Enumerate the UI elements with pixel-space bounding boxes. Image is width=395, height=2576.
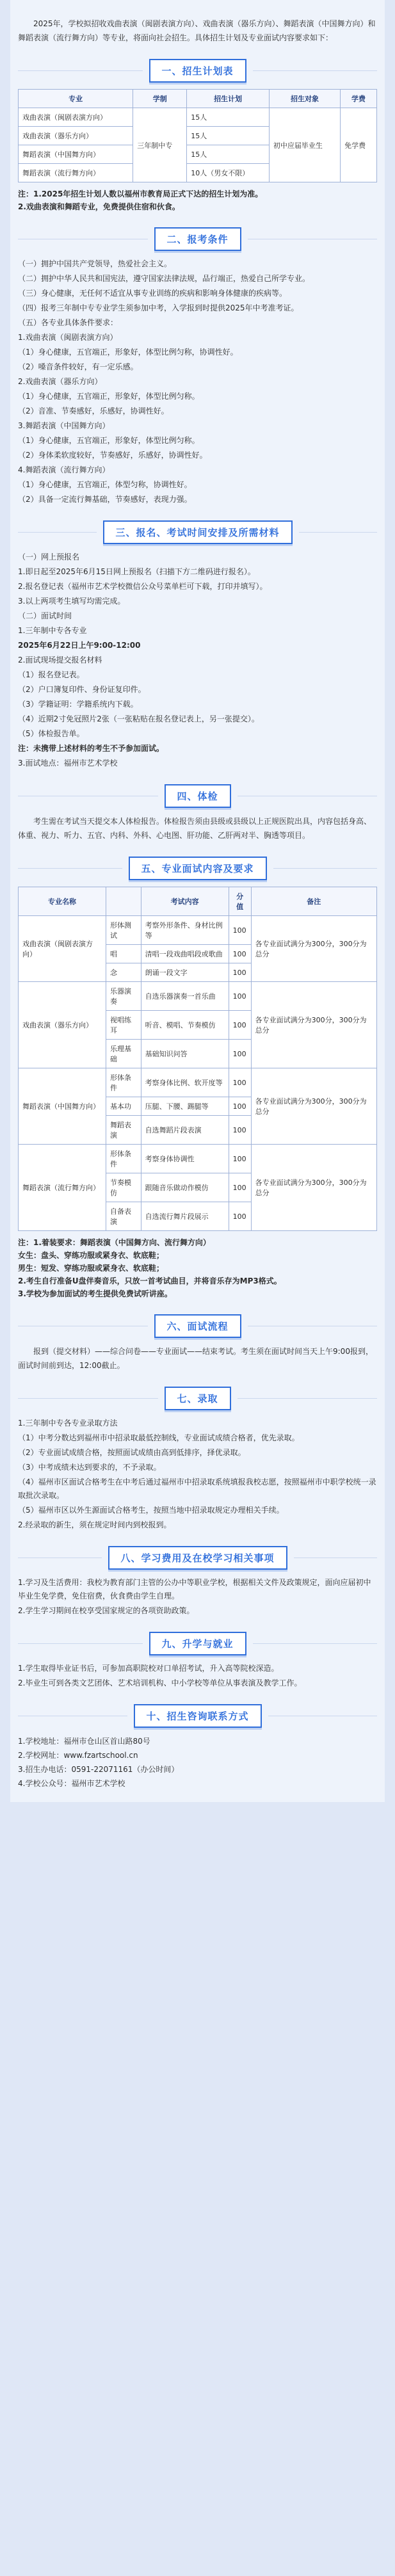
interview-score: 100: [229, 982, 251, 1011]
section-title-1: 一、招生计划表: [149, 59, 246, 83]
interview-item: 形体条件: [106, 1068, 141, 1097]
registration-item: 2025年6月22日上午9:00-12:00: [18, 641, 141, 650]
condition-item: （2）具备一定流行舞基础，节奏感好，表现力强。: [18, 495, 192, 504]
interview-content: 听音、模唱、节奏模仿: [141, 1011, 229, 1040]
section-divider-left: [18, 532, 97, 533]
interview-content: 自选乐器演奏一首乐曲: [141, 982, 229, 1011]
interview-content: 跟随音乐做动作模仿: [141, 1173, 229, 1202]
career-list: [18, 1662, 377, 1690]
plan-cell-major: 舞蹈表演（流行舞方向）: [19, 164, 133, 182]
interview-content: 自选流行舞片段展示: [141, 1202, 229, 1231]
conditions-list: [18, 257, 377, 506]
interview-row: [19, 1068, 377, 1097]
interview-header-content: 考试内容: [141, 887, 229, 916]
section-heading-10: [18, 1704, 377, 1728]
interview-remark: 各专业面试满分为300分，300分为总分: [251, 1145, 376, 1231]
interview-major: 戏曲表演（器乐方向）: [19, 982, 106, 1068]
interview-item: 形体测试: [106, 916, 141, 945]
interview-remark: 各专业面试满分为300分，300分为总分: [251, 916, 376, 982]
interview-item: 节奏模仿: [106, 1173, 141, 1202]
plan-cell-target: 初中应届毕业生: [269, 108, 340, 182]
condition-item: 3.舞蹈表演（中国舞方向）: [18, 421, 110, 430]
plan-table: [18, 89, 377, 182]
condition-item: （一）拥护中国共产党领导，热爱社会主义。: [18, 259, 172, 268]
condition-item: （1）身心健康，五官端正，形象好，体型比例匀称。: [18, 392, 200, 401]
interview-header-blank: [106, 887, 141, 916]
condition-item: 4.舞蹈表演（流行舞方向）: [18, 465, 110, 474]
section-divider-right: [299, 532, 378, 533]
paper: [10, 0, 385, 1802]
registration-item: 3.面试地点：福州市艺术学校: [18, 759, 118, 768]
admission-item: （2）专业面试成绩合格，按照面试成绩由高到低排序，择优录取。: [18, 1448, 246, 1457]
section-divider-right: [238, 1398, 378, 1399]
interview-table: [18, 887, 377, 1231]
plan-note: 注：1.2025年招生计划人数以福州市教育局正式下达的招生计划为准。: [18, 189, 263, 198]
plan-notes: [18, 188, 377, 213]
interview-content: 朗诵一段文字: [141, 963, 229, 982]
interview-remark: 各专业面试满分为300分，300分为总分: [251, 1068, 376, 1145]
registration-list: [18, 551, 377, 770]
interview-item: 基本功: [106, 1097, 141, 1116]
interview-remark: 各专业面试满分为300分，300分为总分: [251, 982, 376, 1068]
section-heading-7: [18, 1387, 377, 1410]
contact-block: [18, 1734, 377, 1791]
section-divider-left: [18, 868, 122, 869]
plan-cell-quota: 10人（男女不限）: [187, 164, 270, 182]
interview-notes: [18, 1236, 377, 1300]
section-heading-2: [18, 227, 377, 251]
admission-item: （4）福州市区面试合格考生在中考后通过福州市中招录取系统填报我校志愿，按照福州市中职学校统一录取批次录取。: [18, 1477, 376, 1500]
registration-item: （5）体检报告单。: [18, 729, 85, 738]
admission-list: [18, 1417, 377, 1532]
interview-score: 100: [229, 945, 251, 963]
interview-major: 舞蹈表演（流行舞方向）: [19, 1145, 106, 1231]
interview-item: 唱: [106, 945, 141, 963]
interview-content: 清唱一段戏曲唱段或歌曲: [141, 945, 229, 963]
interview-major: 舞蹈表演（中国舞方向）: [19, 1068, 106, 1145]
interview-content: 考察身体协调性: [141, 1145, 229, 1173]
section-heading-9: [18, 1632, 377, 1655]
section-heading-6: [18, 1314, 377, 1338]
interview-note: 3.学校为参加面试的考生提供免费试听讲座。: [18, 1289, 172, 1298]
interview-score: 100: [229, 916, 251, 945]
plan-header-system: 学制: [133, 90, 187, 108]
intro-text: 2025年，学校拟招收戏曲表演（闽剧表演方向）、戏曲表演（器乐方向）、舞蹈表演（中国舞方向）和舞蹈表演（流行舞方向）等专业，将面向社会招生。具体招生计划及专业面试内容要求如下：: [18, 19, 376, 42]
plan-cell-quota: 15人: [187, 127, 270, 145]
registration-item: 2.面试现场提交报名材料: [18, 656, 102, 664]
career-item: 1.学生取得毕业证书后，可参加高职院校对口单招考试，升入高等院校深造。: [18, 1664, 279, 1673]
admission-item: （5）福州市区以外生源面试合格考生，按照当地中招录取规定办理相关手续。: [18, 1506, 284, 1515]
section-heading-5: [18, 857, 377, 880]
interview-item: 自备表演: [106, 1202, 141, 1231]
contact-line: 1.学校地址：福州市仓山区首山路80号: [18, 1737, 150, 1746]
interview-note: 男生：短发、穿练功服或紧身衣、软底鞋；: [18, 1264, 165, 1273]
plan-cell-major: 戏曲表演（器乐方向）: [19, 127, 133, 145]
interview-score: 100: [229, 963, 251, 982]
condition-item: （1）身心健康，五官端正，形象好，体型比例匀称。: [18, 436, 200, 445]
condition-item: （三）身心健康，无任何不适宜从事专业训练的疾病和影响身体健康的疾病等。: [18, 289, 287, 298]
plan-cell-quota: 15人: [187, 145, 270, 164]
section-title-2: 二、报考条件: [154, 227, 241, 251]
contact-line: 4.学校公众号：福州市艺术学校: [18, 1779, 125, 1788]
interview-note: 女生：盘头、穿练功服或紧身衣、软底鞋；: [18, 1251, 165, 1260]
admission-item: 1.三年制中专各专业录取方法: [18, 1419, 118, 1428]
interview-score: 100: [229, 1068, 251, 1097]
interview-score: 100: [229, 1011, 251, 1040]
section-heading-3: [18, 520, 377, 544]
condition-item: （二）拥护中华人民共和国宪法，遵守国家法律法规，品行端正，热爱自己所学专业。: [18, 274, 310, 283]
condition-item: 1.戏曲表演（闽剧表演方向）: [18, 333, 118, 342]
interview-content: 自选舞蹈片段表演: [141, 1116, 229, 1145]
interview-note: 2.考生自行准备U盘伴奏音乐，只放一首考试曲目，并将音乐存为MP3格式。: [18, 1276, 282, 1285]
registration-item: 1.三年制中专各专业: [18, 626, 87, 635]
registration-item: （4）近期2寸免冠照片2张（一张粘贴在报名登记表上，另一张提交）。: [18, 714, 259, 723]
interview-content: 压腿、下腰、踢腿等: [141, 1097, 229, 1116]
section-title-10: 十、招生咨询联系方式: [134, 1704, 262, 1728]
interview-header-note: 备注: [251, 887, 376, 916]
interview-score: 100: [229, 1097, 251, 1116]
registration-item: （二）面试时间: [18, 611, 72, 620]
registration-item: （3）学籍证明：学籍系统内下载。: [18, 700, 138, 709]
contact-line: 3.招生办电话：0591-22071161（办公时间）: [18, 1765, 179, 1774]
interview-content: 考察外形条件、身材比例等: [141, 916, 229, 945]
registration-item: （1）报名登记表。: [18, 670, 85, 679]
section-title-4: 四、体检: [165, 784, 231, 808]
plan-cell-system: 三年制中专: [133, 108, 187, 182]
physical-text: 考生需在考试当天提交本人体检报告。体检报告须由县级或县级以上正规医院出具，内容包括身高、体重、视力、听力、五官、内科、外科、心电图、肝功能、乙肝两对半、胸透等项目。: [18, 817, 372, 840]
section-divider-left: [18, 1398, 158, 1399]
plan-cell-major: 舞蹈表演（中国舞方向）: [19, 145, 133, 164]
registration-item: 1.即日起至2025年6月15日网上预报名（扫描下方二维码进行报名）。: [18, 567, 255, 576]
interview-item: 形体条件: [106, 1145, 141, 1173]
plan-cell-fee: 免学费: [341, 108, 377, 182]
interview-note: 注：1.着装要求：舞蹈表演（中国舞方向、流行舞方向）: [18, 1238, 211, 1247]
section-divider-left: [18, 1643, 143, 1644]
section-heading-1: [18, 59, 377, 83]
condition-item: 2.戏曲表演（器乐方向）: [18, 377, 102, 386]
interview-header-major: 专业名称: [19, 887, 106, 916]
section-divider-right: [253, 1643, 378, 1644]
interview-item: 乐器演奏: [106, 982, 141, 1011]
section-title-8: 八、学习费用及在校学习相关事项: [108, 1546, 287, 1570]
fees-list: [18, 1576, 377, 1618]
interview-major: 戏曲表演（闽剧表演方向）: [19, 916, 106, 982]
registration-item: （一）网上预报名: [18, 552, 80, 561]
interview-content: 基础知识问答: [141, 1040, 229, 1068]
plan-note: 2.戏曲表演和舞蹈专业，免费提供住宿和伙食。: [18, 202, 180, 211]
section-title-9: 九、升学与就业: [149, 1632, 246, 1655]
condition-item: （五）各专业具体条件要求：: [18, 318, 118, 327]
interview-row: [19, 982, 377, 1011]
section-heading-4: [18, 784, 377, 808]
admission-item: 2.经录取的新生，须在规定时间内到校报到。: [18, 1520, 172, 1529]
section-title-6: 六、面试流程: [154, 1314, 241, 1338]
bottom-spacer: [18, 1791, 377, 1796]
interview-score: 100: [229, 1040, 251, 1068]
interview-score: 100: [229, 1202, 251, 1231]
plan-header-quota: 招生计划: [187, 90, 270, 108]
interview-row: [19, 1145, 377, 1173]
registration-item: 注：未携带上述材料的考生不予参加面试。: [18, 744, 165, 753]
interview-score: 100: [229, 1116, 251, 1145]
plan-header-target: 招生对象: [269, 90, 340, 108]
condition-item: （四）报考三年制中专专业学生须参加中考，入学报到时提供2025年中考准考证。: [18, 303, 299, 312]
condition-item: （1）身心健康，五官端正，形象好，体型比例匀称，协调性好。: [18, 348, 238, 357]
interview-item: 视唱练耳: [106, 1011, 141, 1040]
registration-item: 3.以上两项考生填写均需完成。: [18, 597, 125, 606]
condition-item: （1）身心健康，五官端正，体型匀称，协调性好。: [18, 480, 192, 489]
section-divider-left: [18, 70, 143, 71]
interview-item: 念: [106, 963, 141, 982]
condition-item: （2）嗓音条件较好，有一定乐感。: [18, 362, 138, 371]
interview-item: 舞蹈表演: [106, 1116, 141, 1145]
plan-cell-quota: 15人: [187, 108, 270, 127]
plan-row: [19, 108, 377, 127]
section-title-5: 五、专业面试内容及要求: [129, 857, 267, 880]
registration-item: （2）户口簿复印件、身份证复印件。: [18, 685, 146, 694]
process-text: 报到（提交材料）——综合问卷——专业面试——结束考试。考生须在面试时间当天上午9:00报到，面试时间前到达，12:00截止。: [18, 1347, 373, 1370]
interview-item: 乐理基础: [106, 1040, 141, 1068]
condition-item: （2）音准、节奏感好，乐感好，协调性好。: [18, 407, 169, 415]
contact-line: 2.学校网址：www.fzartschool.cn: [18, 1751, 138, 1760]
career-item: 2.毕业生可到各类文艺团体、艺术培训机构、中小学校等单位从事表演及教学工作。: [18, 1678, 302, 1687]
plan-header-major: 专业: [19, 90, 133, 108]
condition-item: （2）身体柔软度较好，节奏感好，乐感好，协调性好。: [18, 451, 207, 460]
registration-item: 2.报名登记表（福州市艺术学校微信公众号菜单栏可下载，打印并填写）。: [18, 582, 268, 591]
interview-content: 考察身体比例、软开度等: [141, 1068, 229, 1097]
admission-item: （1）中考分数达到福州市中招录取最低控制线，专业面试成绩合格者，优先录取。: [18, 1433, 300, 1442]
fees-item: 1.学习及生活费用：我校为教育部门主管的公办中等职业学校，根据相关文件及政策规定，面向应届初中毕业生免学费，免住宿费，伙食费由学生自理。: [18, 1578, 371, 1600]
section-divider-right: [273, 868, 378, 869]
interview-score: 100: [229, 1173, 251, 1202]
section-divider-right: [253, 70, 378, 71]
interview-score: 100: [229, 1145, 251, 1173]
plan-cell-major: 戏曲表演（闽剧表演方向）: [19, 108, 133, 127]
section-heading-8: [18, 1546, 377, 1570]
interview-row: [19, 916, 377, 945]
plan-header-fee: 学费: [341, 90, 377, 108]
section-title-7: 七、录取: [165, 1387, 231, 1410]
admission-item: （3）中考成绩未达到要求的，不予录取。: [18, 1463, 161, 1472]
fees-item: 2.学生学习期间在校享受国家规定的各项资助政策。: [18, 1606, 195, 1615]
interview-header-score: 分值: [229, 887, 251, 916]
section-title-3: 三、报名、考试时间安排及所需材料: [103, 520, 293, 544]
